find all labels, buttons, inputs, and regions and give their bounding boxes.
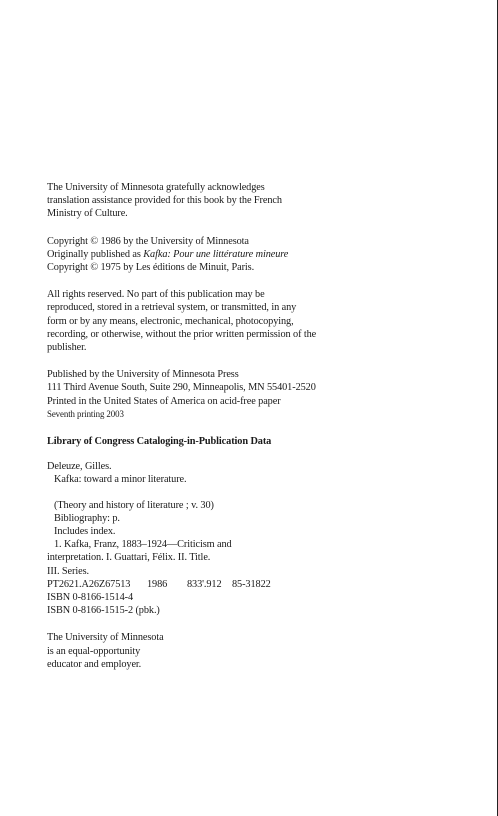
equal-opportunity-line: educator and employer. [47,658,142,670]
lccn-number: 85-31822 [232,578,271,590]
cip-block [47,435,327,617]
original-publication-line [47,248,327,261]
publisher-line: Published by the University of Minnesota Press [47,369,239,381]
publisher-block [47,368,327,421]
cip-note: 1. Kafka, Franz, 1883–1924—Criticism and [54,539,232,551]
equal-opportunity-line: The University of Minnesota [47,632,164,644]
cip-continued: interpretation. I. Guattari, Félix. II. Title. [47,552,211,564]
rights-line: publisher. [47,342,87,354]
rights-line: All rights reserved. No part of this publication may be [47,289,265,301]
isbn-line: ISBN 0-8166-1514-4 [47,592,134,604]
acknowledgment-block [47,181,327,221]
cip-continued: III. Series. [47,565,89,577]
copyright-line: Copyright © 1975 by Les éditions de Minuit, Paris. [47,262,255,274]
copyright-page [47,181,327,671]
cip-note: Bibliography: p. [54,512,120,524]
isbn-line: ISBN 0-8166-1515-2 (pbk.) [47,605,160,617]
acknowledgment-line: Ministry of Culture. [47,208,128,220]
rights-block [47,288,327,354]
publisher-line: 111 Third Avenue South, Suite 290, Minneapolis, MN 55401-2520 [47,382,316,394]
original-prefix: Originally published as [47,248,144,260]
cip-author: Deleuze, Gilles. [47,461,112,473]
publisher-line: Printed in the United States of America on acid-free paper [47,395,281,407]
cip-title: Kafka: toward a minor literature. [54,474,187,486]
cip-note: (Theory and history of literature ; v. 30) [54,499,214,511]
acknowledgment-line: The University of Minnesota gratefully acknowledges [47,182,265,193]
rights-line: reproduced, stored in a retrieval system, or transmitted, in any [47,302,297,314]
original-title: Kafka: Pour une littérature mineure [143,248,289,260]
rights-line: form or by any means, electronic, mechanical, photocopying, [47,315,294,327]
dewey-number: 833'.912 [187,578,222,590]
acknowledgment-line: translation assistance provided for this book by the French [47,195,282,207]
classification-row [47,578,327,591]
call-number: PT2621.A26Z67513 [47,578,131,590]
cip-note: Includes index. [54,526,116,538]
cip-heading: Library of Congress Cataloging-in-Publication Data [47,436,272,448]
rights-line: recording, or otherwise, without the prior written permission of the [47,328,317,340]
printing-line: Seventh printing 2003 [47,408,124,419]
copyright-line: Copyright © 1986 by the University of Minnesota [47,235,249,247]
classification-year: 1986 [147,578,168,590]
equal-opportunity-line: is an equal-opportunity [47,645,141,657]
copyright-block [47,235,327,275]
equal-opportunity-block [47,631,327,671]
